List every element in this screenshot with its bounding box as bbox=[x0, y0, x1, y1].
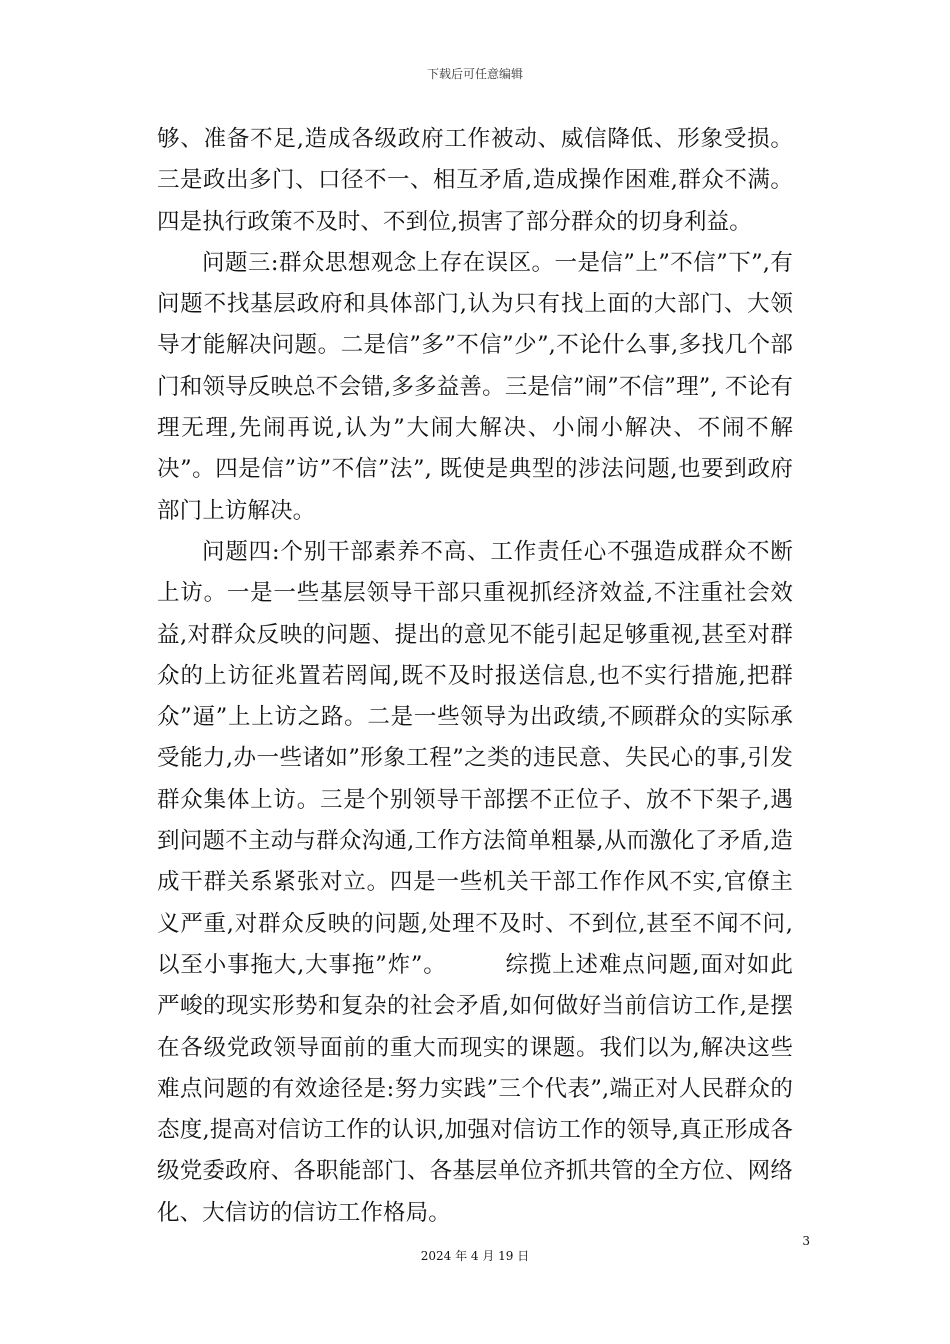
paragraph-problem-three: 问题三:群众思想观念上存在误区。一是信”上”不信”下”,有问题不找基层政府和具体部门,认为只有找上面的大部门、大领导才能解决问题。二是信”多”不信”少”,不论什么事,多找几个部门和领导反映总不会错,多多益善。三是信”闹”不信”理”, 不论有理无理,先闹再说,认为”大闹大解决、小闹小解决、不闹不解决”。四是信”访”不信”法”, 既使是典型的涉法问题,也要到政府部门上访解决。 bbox=[157, 249, 793, 524]
document-body bbox=[157, 119, 793, 1234]
page-number: 3 bbox=[802, 1234, 810, 1248]
paragraph-problem-four: 问题四:个别干部素养不高、工作责任心不强造成群众不断上访。一是一些基层领导干部只重视抓经济效益,不注重社会效益,对群众反映的问题、提出的意见不能引起足够重视,甚至对群众的上访征兆置若罔闻,既不及时报送信息,也不实行措施,把群众”逼”上上访之路。二是一些领导为出政绩,不顾群众的实际承受能力,办一些诸如”形象工程”之类的违民意、失民心的事,引发群众集体上访。三是个别领导干部摆不正位子、放不下架子,遇到问题不主动与群众沟通,工作方法简单粗暴,从而激化了矛盾,造成干群关系紧张对立。四是一些机关干部工作作风不实,官僚主义严重,对群众反映的问题,处理不及时、不到位,甚至不闻不问,以至小事拖大,大事拖”炸”。 综揽上述难点问题,面对如此严峻的现实形势和复杂的社会矛盾,如何做好当前信访工作,是摆在各级党政领导面前的重大而现实的课题。我们以为,解决这些难点问题的有效途径是:努力实践”三个代表”,端正对人民群众的态度,提高对信访工作的认识,加强对信访工作的领导,真正形成各级党委政府、各职能部门、各基层单位齐抓共管的全方位、网络化、大信访的信访工作格局。 bbox=[157, 538, 793, 1226]
page-footer-date: 2024 年 4 月 19 日 bbox=[420, 1249, 530, 1263]
paragraph-continuation: 够、准备不足,造成各级政府工作被动、威信降低、形象受损。三是政出多门、口径不一、相互矛盾,造成操作困难,群众不满。四是执行政策不及时、不到位,损害了部分群众的切身利益。 bbox=[157, 126, 793, 235]
page-header: 下载后可任意编辑 bbox=[426, 67, 523, 81]
